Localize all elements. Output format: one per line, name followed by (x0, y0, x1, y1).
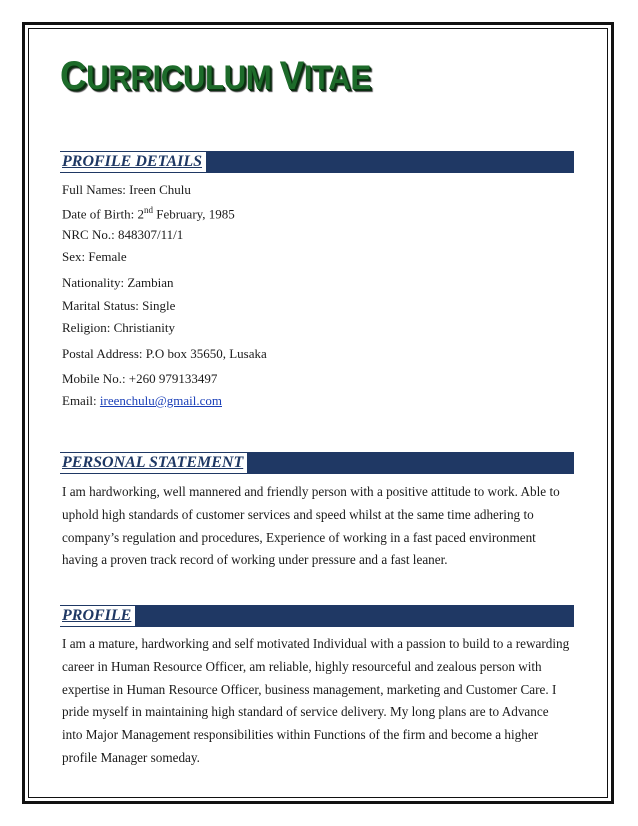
sex: Sex: Female (62, 249, 127, 264)
email-label: Email: (62, 393, 100, 408)
nrc-number: NRC No.: 848307/11/1 (62, 227, 184, 242)
document-title (60, 54, 371, 99)
dob-ordinal: nd (143, 205, 153, 215)
title-urriculum: URRICULUM (86, 59, 280, 97)
section-title-profile: PROFILE (60, 606, 135, 626)
nationality: Nationality: Zambian (62, 275, 174, 290)
marital-status: Marital Status: Single (62, 298, 176, 313)
section-title-profile-details: PROFILE DETAILS (60, 152, 206, 172)
section-header-profile-details (60, 151, 574, 173)
email-link[interactable]: ireenchulu@gmail.com (99, 393, 222, 408)
email-line (62, 393, 222, 409)
title-v: V (279, 54, 304, 98)
title-c: C (60, 54, 87, 98)
dob-prefix: Date of Birth: 2 (62, 206, 144, 222)
section-header-profile (60, 605, 574, 627)
postal-address: Postal Address: P.O box 35650, Lusaka (62, 346, 267, 361)
personal-statement-text: I am hardworking, well mannered and friendly person with a positive attitude to work. Able to uphold high standards of customer services and speed whilst at the same time adhering to company’s regulation and procedures, Experience of working in a fast paced environment having a proven track record of working under pressure and a fast leaner. (62, 484, 560, 568)
title-itae: ITAE (303, 59, 371, 97)
section-header-personal-statement (60, 452, 574, 474)
mobile-number: Mobile No.: +260 979133497 (62, 371, 218, 386)
religion: Religion: Christianity (62, 320, 176, 335)
profile-text: I am a mature, hardworking and self motivated Individual with a passion to build to a rewarding career in Human Resource Officer, am reliable, highly resourceful and zealous person with expertise in Human Resource Officer, business management, marketing and Customer Care. I pride myself in maintaining high standard of service delivery. My long plans are to Advance into Major Management responsibilities within Functions of the firm and become a higher profile Manager someday. (62, 636, 570, 765)
section-title-personal-statement: PERSONAL STATEMENT (60, 453, 247, 473)
date-of-birth (62, 205, 235, 222)
dob-suffix: February, 1985 (152, 206, 235, 222)
full-names: Full Names: Ireen Chulu (62, 182, 191, 197)
